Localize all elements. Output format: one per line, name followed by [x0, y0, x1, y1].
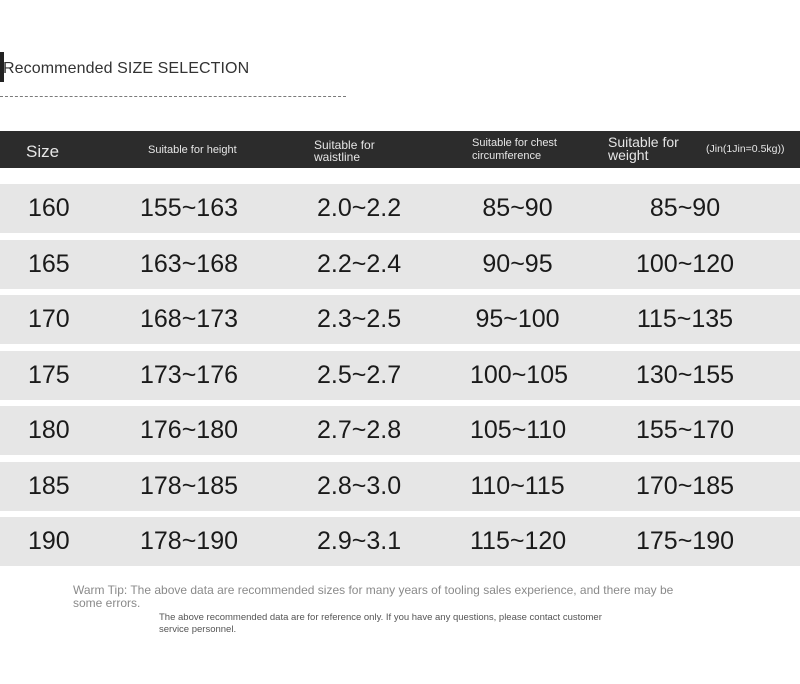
cell-waistline: 2.7~2.8 — [317, 416, 402, 444]
table-row — [0, 295, 800, 344]
cell-size: 175 — [28, 360, 70, 389]
header-height: Suitable for height — [148, 144, 237, 156]
cell-chest: 90~95 — [482, 249, 553, 278]
cell-height: 178~185 — [140, 471, 239, 500]
cell-chest: 105~110 — [470, 416, 567, 444]
page-title: Recommended SIZE SELECTION — [3, 60, 250, 77]
cell-height: 178~190 — [140, 527, 239, 555]
cell-chest: 85~90 — [482, 194, 553, 222]
cell-weight: 85~90 — [649, 194, 721, 222]
cell-size: 190 — [28, 527, 70, 555]
cell-size: 170 — [28, 305, 70, 333]
table-row — [0, 240, 800, 289]
cell-size: 160 — [28, 194, 70, 222]
cell-weight: 130~155 — [635, 360, 735, 389]
cell-waistline: 2.3~2.5 — [317, 305, 402, 333]
cell-waistline: 2.2~2.4 — [317, 249, 402, 278]
table-row — [0, 184, 800, 233]
warm-tip-text: Warm Tip: The above data are recommended sizes for many years of tooling sales experience, and there may be some errors. — [73, 583, 674, 610]
cell-weight: 115~135 — [636, 305, 734, 333]
header-weight-unit: (Jin(1Jin=0.5kg)) — [706, 143, 785, 155]
cell-height: 173~176 — [140, 360, 239, 389]
table-row — [0, 462, 800, 511]
header-size: Size — [26, 142, 60, 161]
cell-chest: 100~105 — [470, 360, 569, 389]
cell-size: 165 — [28, 249, 70, 278]
table-row — [0, 406, 800, 455]
reference-note-text: The above recommended data are for reference only. If you have any questions, please contact customer service personnel. — [159, 612, 602, 635]
cell-weight: 170~185 — [635, 471, 735, 500]
cell-height: 155~163 — [140, 194, 239, 222]
title-divider — [0, 96, 346, 97]
cell-weight: 155~170 — [635, 416, 735, 444]
header-weight: Suitable for weight — [608, 134, 679, 163]
cell-waistline: 2.8~3.0 — [317, 471, 402, 500]
cell-height: 168~173 — [140, 305, 239, 333]
cell-waistline: 2.5~2.7 — [317, 360, 402, 389]
table-header — [0, 131, 800, 168]
cell-size: 180 — [28, 416, 70, 444]
cell-height: 176~180 — [140, 416, 239, 444]
header-chest: Suitable for chest circumference — [472, 137, 557, 162]
cell-waistline: 2.9~3.1 — [317, 527, 402, 555]
cell-weight: 175~190 — [635, 527, 735, 555]
cell-chest: 115~120 — [470, 527, 567, 555]
table-row — [0, 517, 800, 566]
cell-height: 163~168 — [140, 249, 239, 278]
header-waistline: Suitable for waistline — [314, 138, 375, 164]
cell-chest: 110~115 — [470, 471, 565, 500]
cell-chest: 95~100 — [475, 305, 560, 333]
cell-size: 185 — [28, 471, 70, 500]
cell-weight: 100~120 — [635, 249, 735, 278]
table-row — [0, 351, 800, 400]
size-table-body — [0, 184, 800, 573]
cell-waistline: 2.0~2.2 — [317, 194, 402, 222]
